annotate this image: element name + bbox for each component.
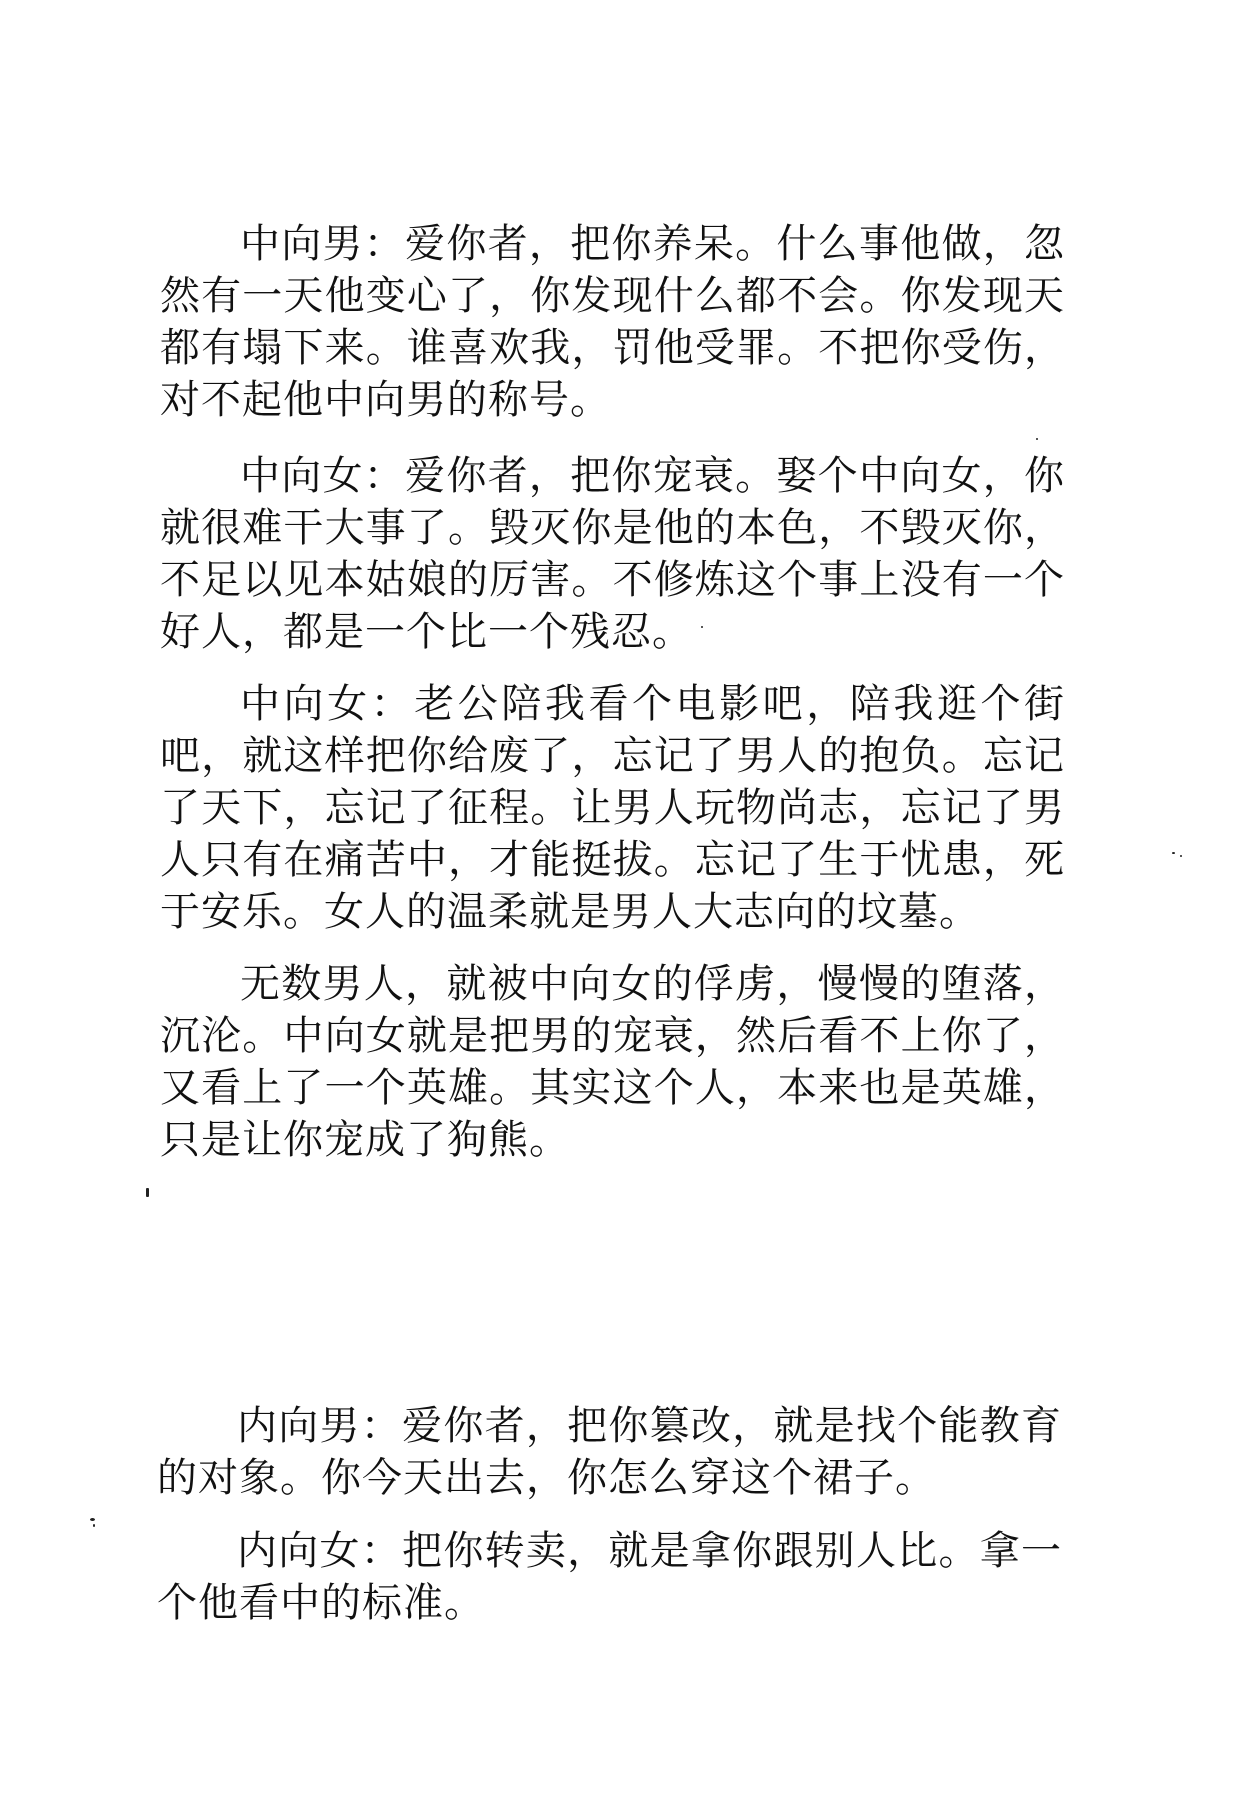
paragraph-men-captured: 无数男人，就被中向女的俘虏，慢慢的堕落，沉沦。中向女就是把男的宠衰，然后看不上你了，又看上了一个英雄。其实这个人，本来也是英雄，只是让你宠成了狗熊。 <box>160 961 1065 1163</box>
scan-speck <box>1036 438 1038 440</box>
scan-speck <box>701 626 703 628</box>
paragraph-outgoing-female-1: 中向女：爱你者，把你宠衰。娶个中向女，你就很难干大事了。毁灭你是他的本色，不毁灭你，不足以见本姑娘的厉害。不修炼这个事上没有一个好人，都是一个比一个残忍。 <box>160 453 1065 655</box>
paragraph-introverted-female: 内向女：把你转卖，就是拿你跟别人比。拿一个他看中的标准。 <box>157 1528 1062 1626</box>
scan-speck <box>93 1524 95 1527</box>
scan-speck <box>146 1188 149 1197</box>
scan-speck <box>90 1518 95 1521</box>
scan-speck <box>1180 855 1182 857</box>
paragraph-outgoing-female-2: 中向女：老公陪我看个电影吧，陪我逛个街吧，就这样把你给废了，忘记了男人的抱负。忘记了天下，忘记了征程。让男人玩物尚志，忘记了男人只有在痛苦中，才能挺拔。忘记了生于忧患，死于安乐。女人的温柔就是男人大志向的坟墓。 <box>160 681 1065 935</box>
paragraph-outgoing-male: 中向男：爱你者，把你养呆。什么事他做，忽然有一天他变心了，你发现什么都不会。你发现天都有塌下来。谁喜欢我，罚他受罪。不把你受伤，对不起他中向男的称号。 <box>160 221 1065 423</box>
paragraph-introverted-male: 内向男：爱你者，把你篡改，就是找个能教育的对象。你今天出去，你怎么穿这个裙子。 <box>157 1403 1062 1501</box>
scan-speck <box>1172 852 1175 854</box>
